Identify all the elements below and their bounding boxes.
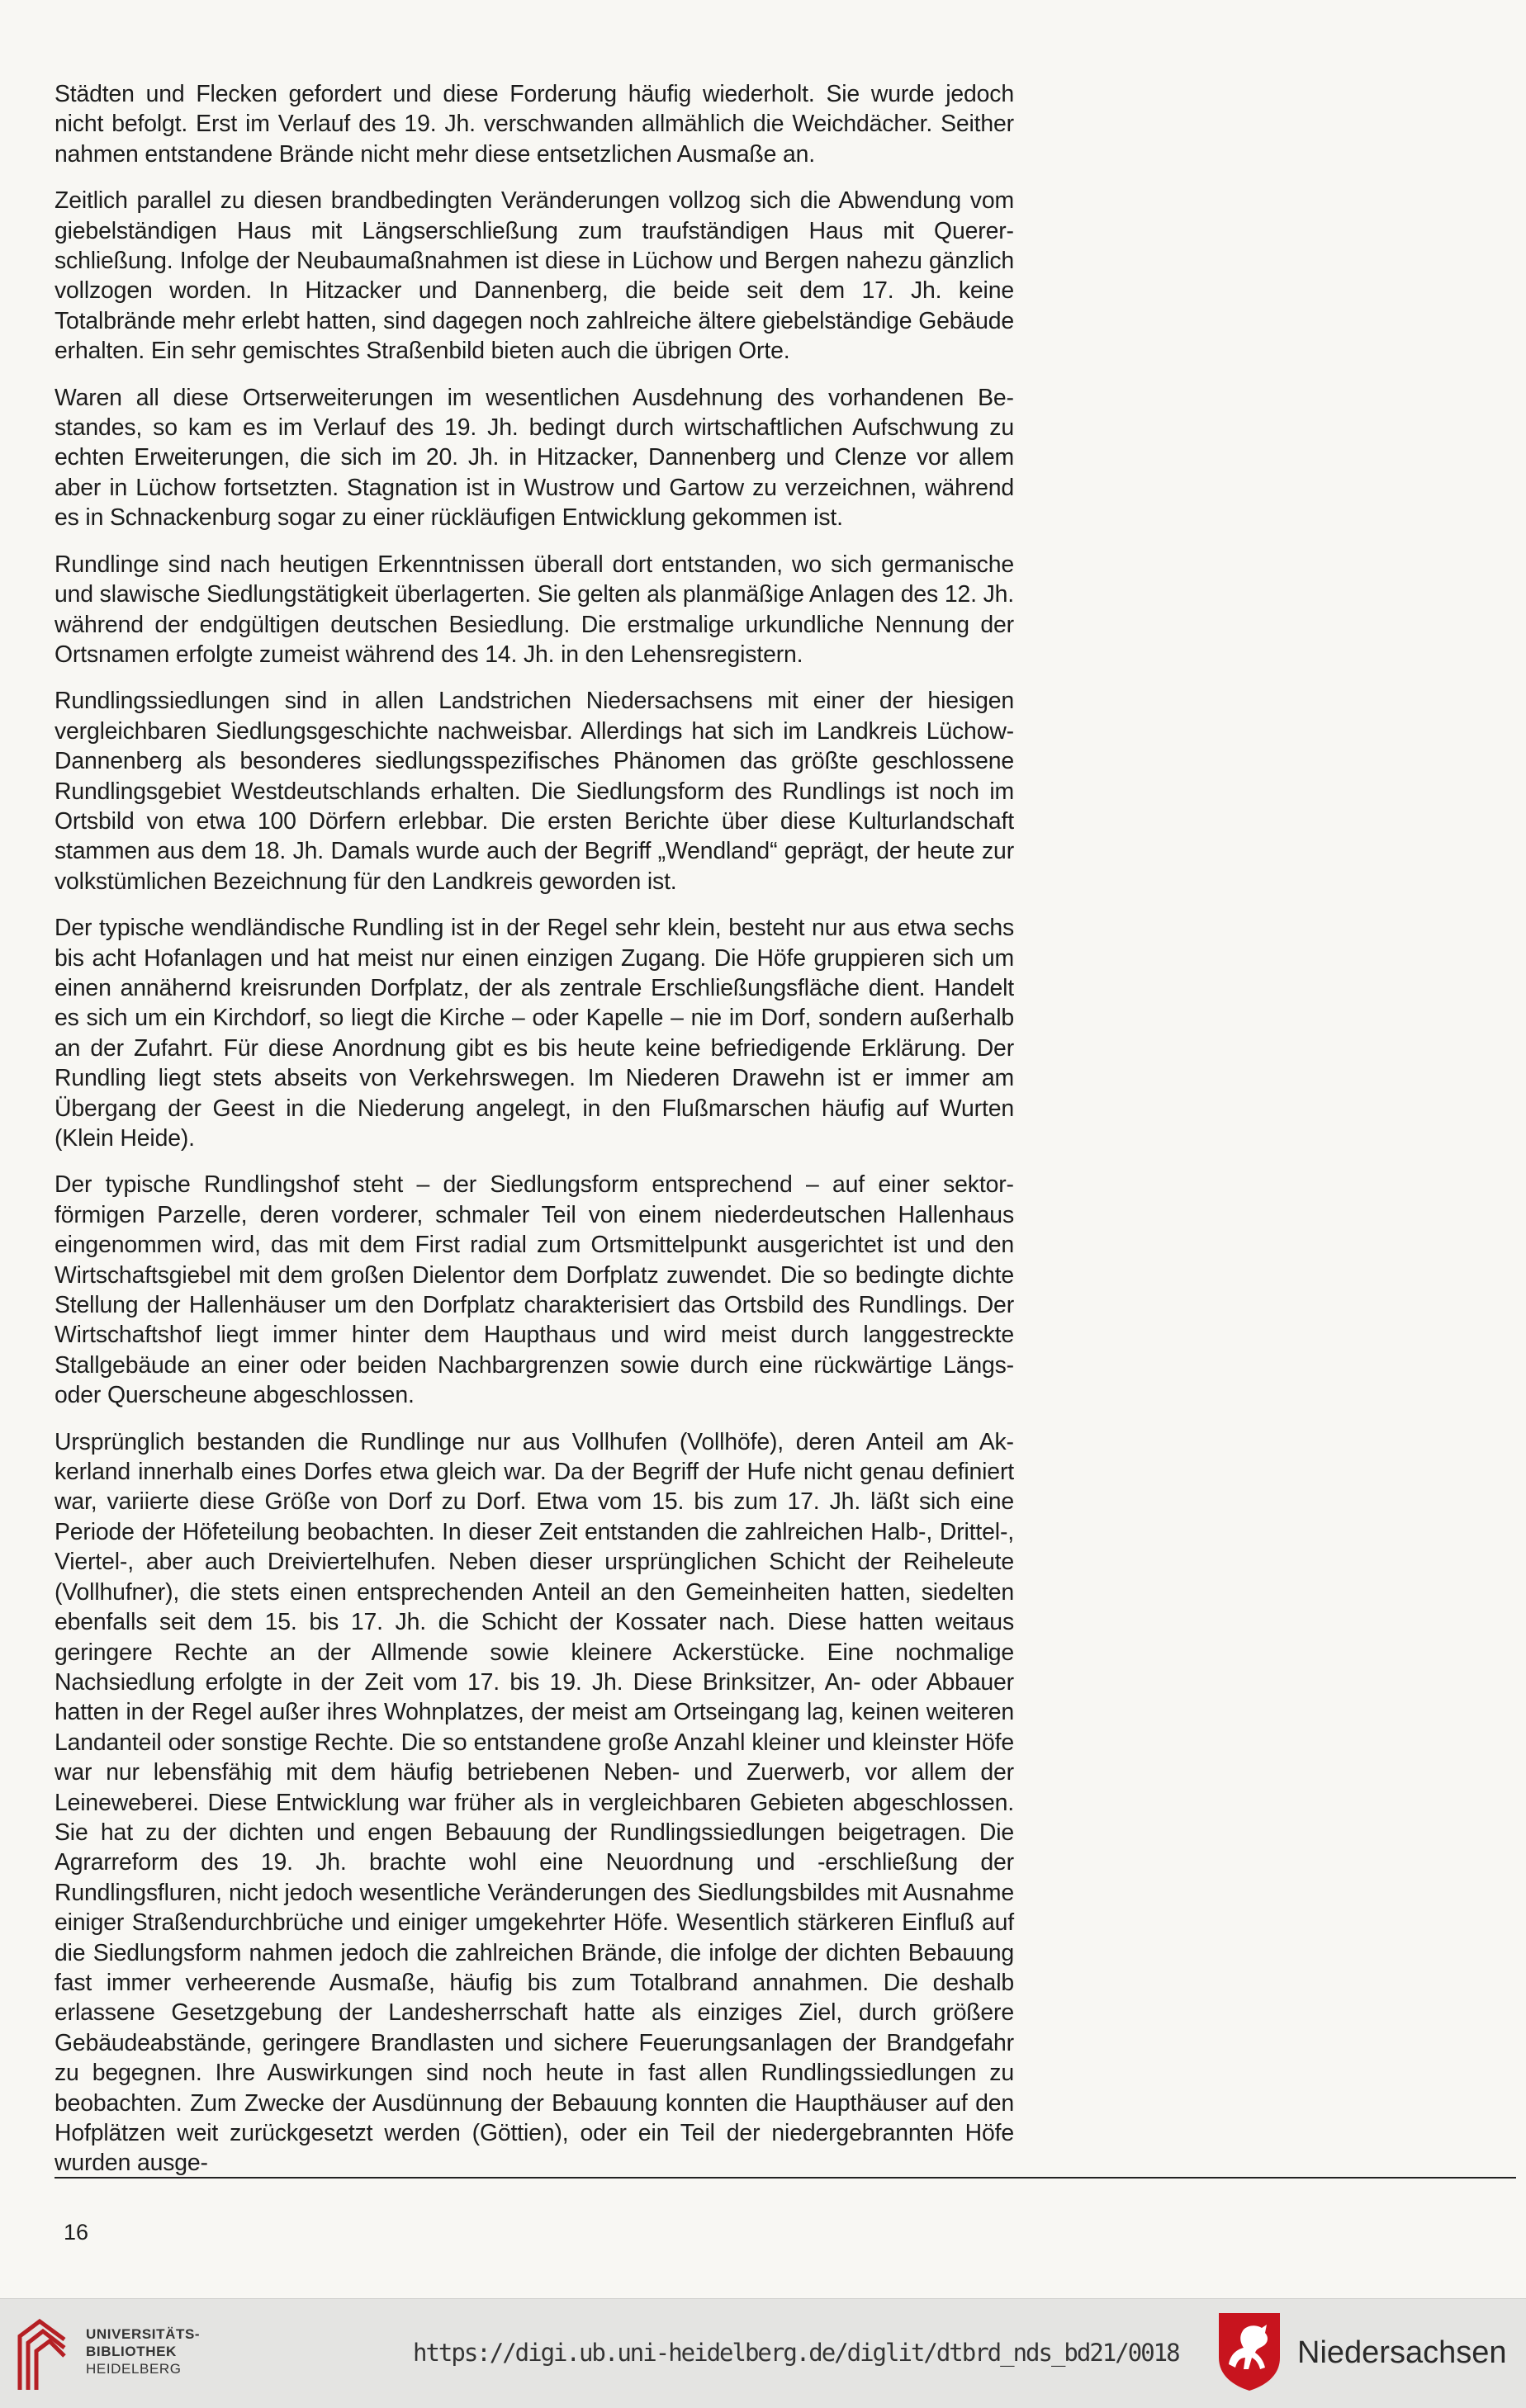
paragraph: Städten und Flecken gefordert und diese Forderung häufig wiederholt. Sie wurde jedoch nicht befolgt. Erst im Verlauf des 19. Jh. verschwanden allmählich die Weichdächer. Seither nahmen entstandene Brände nicht mehr diese entsetzlichen Ausmaße an.	[54, 81, 1014, 168]
library-name[interactable]	[86, 2325, 200, 2377]
library-name-line: HEIDELBERG	[86, 2361, 182, 2377]
library-name-line: BIBLIOTHEK	[86, 2344, 177, 2359]
paragraph: Der typische Rundlingshof steht – der Siedlungsform entsprechend – auf einer sektorförmigen Parzelle, deren vorderer, schmaler Teil von einem niederdeutschen Hallenhaus eingenommen wird, das mit dem First radial zum Ortsmittelpunkt ausgerichtet ist und den Wirtschaftsgiebel mit dem großen Dielentor dem Dorfplatz zuwendet. Die so bedingte dichte Stellung der Hallenhäuser um den Dorfplatz charakterisiert das Ortsbild des Rundlings. Der Wirtschaftshof liegt immer hinter dem Haupthaus und wird meist durch langgestreckte Stallgebäude an einer oder beiden Nachbargrenzen sowie durch eine rückwärtige Längs- oder Querscheune abgeschlossen.	[54, 1171, 1014, 1409]
paragraph: Ursprünglich bestanden die Rundlinge nur aus Vollhufen (Vollhöfe), deren Anteil am Akkerland innerhalb eines Dorfes etwa gleich war. Da der Begriff der Hufe nicht genau definiert war, variierte diese Größe von Dorf zu Dorf. Etwa vom 15. bis zum 17. Jh. läßt sich eine Periode der Höfeteilung beobachten. In dieser Zeit entstanden die zahlreichen Halb-, Drittel-, Viertel-, aber auch Dreiviertelhufen. Neben dieser ursprünglichen Schicht der Reiheleute (Vollhufner), die stets einen entsprechenden Anteil an den Gemeinheiten hatten, siedelten ebenfalls seit dem 15. bis 17. Jh. die Schicht der Kossater nach. Diese hatten weitaus geringere Rechte an der Allmende sowie kleinere Ackerstücke. Eine nochmalige Nachsiedlung erfolgte in der Zeit vom 17. bis 19. Jh. Diese Brinksitzer, An- oder Abbauer hatten in der Regel außer ihres Wohnplatzes, der meist am Ortseingang lag, keinen weiteren Landanteil oder sonstige Rechte. Die so entstandene große Anzahl kleiner und kleinster Höfe war nur lebensfähig mit dem häufig betriebenen Neben- und Zuerwerb, vor allem der Leineweberei. Diese Entwicklung war früher als in vergleichbaren Gebieten abgeschlossen. Sie hat zu der dichten und engen Bebauung der Rundlingssiedlungen beigetragen. Die Agrarreform des 19. Jh. brachte wohl eine Neuordnung und -erschließung der Rundlingsfluren, nicht jedoch wesentliche Veränderungen des Siedlungsbildes mit Ausnahme einiger Straßendurchbrüche und einiger umgekehrter Höfe. Wesentlich stärkeren Einfluß auf die Siedlungsform nahmen jedoch die zahlreichen Brände, die infolge der dichten Bebauung fast immer verheerende Ausmaße, häufig bis zum Totalbrand annahmen. Die deshalb erlassene Gesetzgebung der Landesherrschaft hatte als einziges Ziel, durch größere Gebäudeabstände, geringere Brandlasten und sichere Feuerungsanlagen der Brandgefahr zu begegnen. Ihre Auswirkungen sind noch heute in fast allen Rundlingssiedlungen zu beobachten. Zum Zwecke der Ausdünnung der Bebauung konnten die Haupthäuser auf den Hofplätzen weit zurückgesetzt werden (Göttien), oder ein Teil der niedergebrannten Höfe wurden ausge-	[54, 1428, 1014, 2177]
paragraph: Waren all diese Ortserweiterungen im wesentlichen Ausdehnung des vorhandenen Bestandes, so kam es im Verlauf des 19. Jh. bedingt durch wirtschaftlichen Aufschwung zu echten Erweiterungen, die sich im 20. Jh. in Hitzacker, Dannenberg und Clenze vor allem aber in Lüchow fortsetzten. Stagnation ist in Wustrow und Gartow zu verzeichnen, während es in Schnackenburg sogar zu einer rückläufigen Entwicklung gekommen ist.	[54, 384, 1014, 532]
ub-heidelberg-logo-icon[interactable]	[15, 2311, 69, 2394]
permalink-url[interactable]: https://digi.ub.uni-heidelberg.de/diglit/dtbrd_nds_bd21/0018	[413, 2339, 1179, 2367]
body-text	[54, 79, 1014, 2195]
footer-rule	[54, 2177, 1516, 2179]
library-name-line: UNIVERSITÄTS-	[86, 2326, 201, 2342]
niedersachsen-horse-icon[interactable]	[1216, 2310, 1283, 2392]
paragraph: Zeitlich parallel zu diesen brandbedingten Veränderungen vollzog sich die Abwendung vom giebelständigen Haus mit Längserschließung zum traufständigen Haus mit Quererschließung. Infolge der Neubaumaßnahmen ist diese in Lüchow und Bergen nahezu gänzlich vollzogen worden. In Hitzacker und Dannenberg, die beide seit dem 17. Jh. keine Totalbrände mehr erlebt hatten, sind dagegen noch zahlreiche ältere giebelständige Gebäude erhalten. Ein sehr gemischtes Straßenbild bieten auch die übrigen Orte.	[54, 187, 1014, 365]
paragraph: Rundlinge sind nach heutigen Erkenntnissen überall dort entstanden, wo sich germanische und slawische Siedlungstätigkeit überlagerten. Sie gelten als planmäßige Anlagen des 12. Jh. während der endgültigen deutschen Besiedlung. Die erstmalige urkundliche Nennung der Ortsnamen erfolgte zumeist während des 14. Jh. in den Lehensregistern.	[54, 551, 1015, 668]
page-number: 16	[64, 2220, 89, 2245]
paragraph: Der typische wendländische Rundling ist in der Regel sehr klein, besteht nur aus etwa sechs bis acht Hofanlagen und hat meist nur einen einzigen Zugang. Die Höfe gruppieren sich um einen annähernd kreisrunden Dorfplatz, der als zentrale Erschließungsfläche dient. Handelt es sich um ein Kirchdorf, so liegt die Kirche – oder Kapelle – nie im Dorf, sondern außerhalb an der Zufahrt. Für diese Anordnung gibt es bis heute keine befriedigende Erklärung. Der Rundling liegt stets abseits von Verkehrswegen. Im Niederen Drawehn ist er immer am Übergang der Geest in die Niederung angelegt, in den Flußmarschen häufig auf Wurten (Klein Heide).	[54, 915, 1014, 1152]
partner-label[interactable]: Niedersachsen	[1297, 2335, 1507, 2370]
paragraph: Rundlingssiedlungen sind in allen Landstrichen Niedersachsens mit einer der hiesigen vergleichbaren Siedlungsgeschichte nachweisbar. Allerdings hat sich im Landkreis Lüchow-Dannenberg als besonderes siedlungsspezifisches Phänomen das größte geschlossene Rundlingsgebiet Westdeutschlands erhalten. Die Siedlungsform des Rundlings ist noch im Ortsbild von etwa 100 Dörfern erlebbar. Die ersten Berichte über diese Kulturlandschaft stammen aus dem 18. Jh. Damals wurde auch der Begriff „Wendland“ geprägt, der heute zur volkstümlichen Bezeichnung für den Landkreis geworden ist.	[54, 688, 1014, 895]
